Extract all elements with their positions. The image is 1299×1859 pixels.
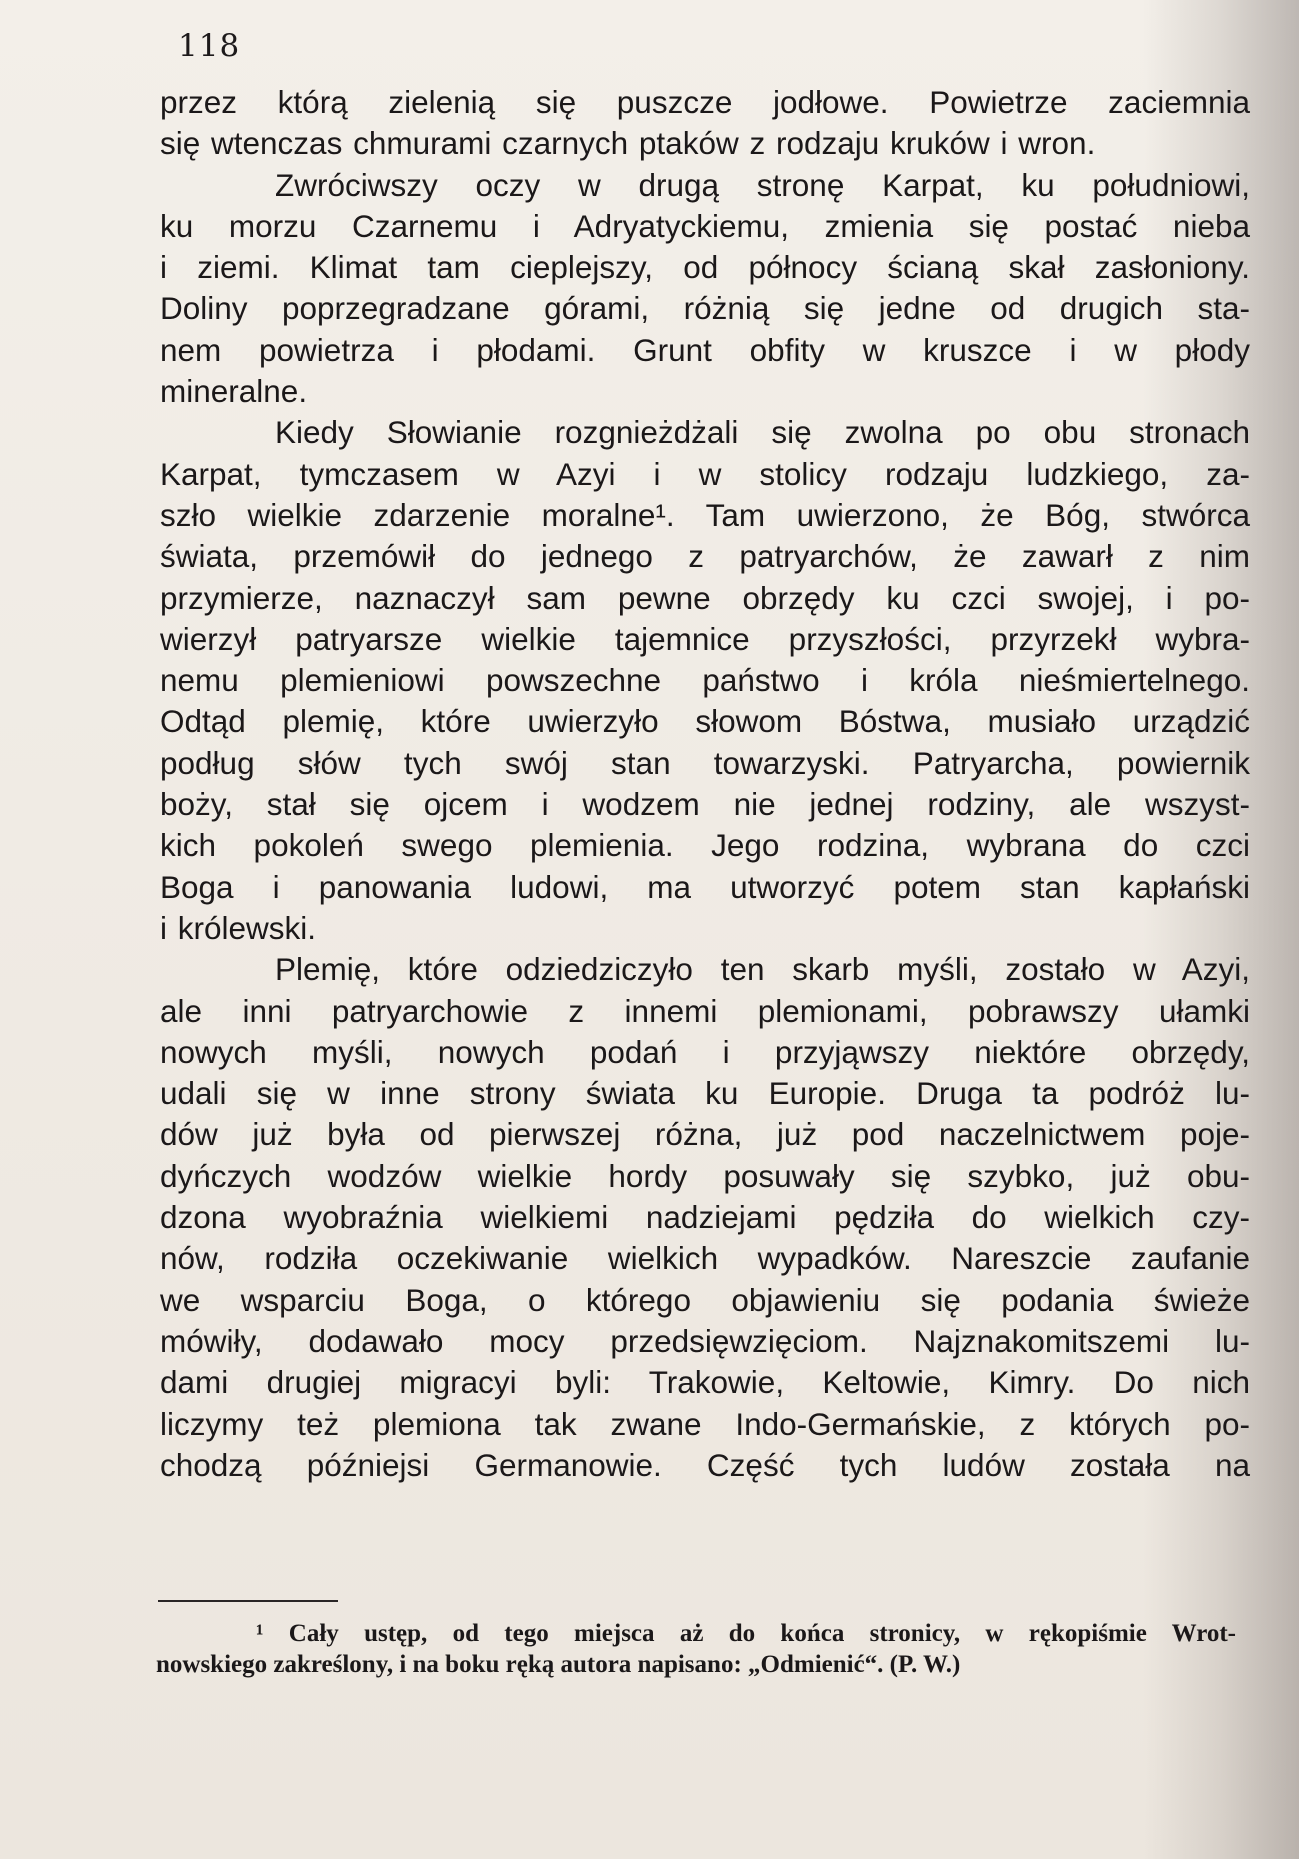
page-number: 118 xyxy=(178,28,241,64)
text-line: Kiedy Słowianie rozgnieżdżali się zwolna po obu stronach xyxy=(275,414,1250,451)
text-line: dów już była od pierwszej różna, już pod naczelnictwem poje- xyxy=(160,1116,1250,1153)
text-line: liczymy też plemiona tak zwane Indo-Germańskie, z których po- xyxy=(160,1405,1250,1442)
text-line: nemu plemieniowi powszechne państwo i króla nieśmiertelnego. xyxy=(160,662,1250,699)
footnote xyxy=(156,1618,1236,1680)
text-line: ku morzu Czarnemu i Adryatyckiemu, zmienia się postać nieba xyxy=(160,207,1250,244)
text-line: mówiły, dodawało mocy przedsięwzięciom. Najznakomitszemi lu- xyxy=(160,1322,1250,1359)
text-line: i królewski. xyxy=(160,909,317,946)
text-line: wierzył patryarsze wielkie tajemnice przyszłości, przyrzekł wybra- xyxy=(160,620,1250,657)
text-line: szło wielkie zdarzenie moralne¹. Tam uwierzono, że Bóg, stwórca xyxy=(160,496,1250,533)
text-line: Odtąd plemię, które uwierzyło słowom Bóstwa, musiało urządzić xyxy=(160,703,1250,740)
footnote-line: nowskiego zakreślony, i na boku ręką autora napisano: „Odmienić“. (P. W.) xyxy=(156,1651,961,1678)
text-line: Doliny poprzegradzane górami, różnią się jedne od drugich sta- xyxy=(160,290,1250,327)
paragraph xyxy=(160,165,1250,413)
text-line: dzona wyobraźnia wielkiemi nadziejami pędziła do wielkich czy- xyxy=(160,1199,1250,1236)
text-line: nowych myśli, nowych podań i przyjąwszy niektóre obrzędy, xyxy=(160,1033,1250,1070)
text-line: nów, rodziła oczekiwanie wielkich wypadków. Nareszcie zaufanie xyxy=(160,1240,1250,1277)
text-line: mineralne. xyxy=(160,373,308,410)
body-text xyxy=(160,82,1250,1486)
text-line: Boga i panowania ludowi, ma utworzyć potem stan kapłański xyxy=(160,868,1250,905)
footnote-divider xyxy=(158,1600,338,1602)
paragraph xyxy=(160,412,1250,949)
text-line: we wsparciu Boga, o którego objawieniu się podania świeże xyxy=(160,1281,1250,1318)
text-line: kich pokoleń swego plemienia. Jego rodzina, wybrana do czci xyxy=(160,827,1250,864)
paragraph xyxy=(160,82,1250,165)
text-line: podług słów tych swój stan towarzyski. Patryarcha, powiernik xyxy=(160,744,1250,781)
text-line: się wtenczas chmurami czarnych ptaków z rodzaju kruków i wron. xyxy=(160,125,1096,162)
text-line: boży, stał się ojcem i wodzem nie jednej rodziny, ale wszyst- xyxy=(160,786,1250,823)
text-line: Zwróciwszy oczy w drugą stronę Karpat, ku południowi, xyxy=(275,166,1250,203)
text-line: i ziemi. Klimat tam cieplejszy, od północy ścianą skał zasłoniony. xyxy=(160,249,1250,286)
text-line: dami drugiej migracyi byli: Trakowie, Keltowie, Kimry. Do nich xyxy=(160,1364,1250,1401)
text-line: ale inni patryarchowie z innemi plemionami, pobrawszy ułamki xyxy=(160,992,1250,1029)
text-line: Plemię, które odziedziczyło ten skarb myśli, zostało w Azyi, xyxy=(275,951,1250,988)
text-line: dyńczych wodzów wielkie hordy posuwały się szybko, już obu- xyxy=(160,1157,1250,1194)
text-line: chodzą późniejsi Germanowie. Część tych ludów została na xyxy=(160,1446,1250,1483)
text-line: nem powietrza i płodami. Grunt obfity w kruszce i w płody xyxy=(160,331,1250,368)
text-line: Karpat, tymczasem w Azyi i w stolicy rodzaju ludzkiego, za- xyxy=(160,455,1250,492)
text-line: świata, przemówił do jednego z patryarchów, że zawarł z nim xyxy=(160,538,1250,575)
paragraph xyxy=(160,949,1250,1486)
footnote-line: ¹ Cały ustęp, od tego miejsca aż do końca stronicy, w rękopiśmie Wrot- xyxy=(256,1620,1236,1647)
text-line: przymierze, naznaczył sam pewne obrzędy ku czci swojej, i po- xyxy=(160,579,1250,616)
text-line: przez którą zielenią się puszcze jodłowe. Powietrze zaciemnia xyxy=(160,84,1250,120)
text-line: udali się w inne strony świata ku Europie. Druga ta podróż lu- xyxy=(160,1075,1250,1112)
